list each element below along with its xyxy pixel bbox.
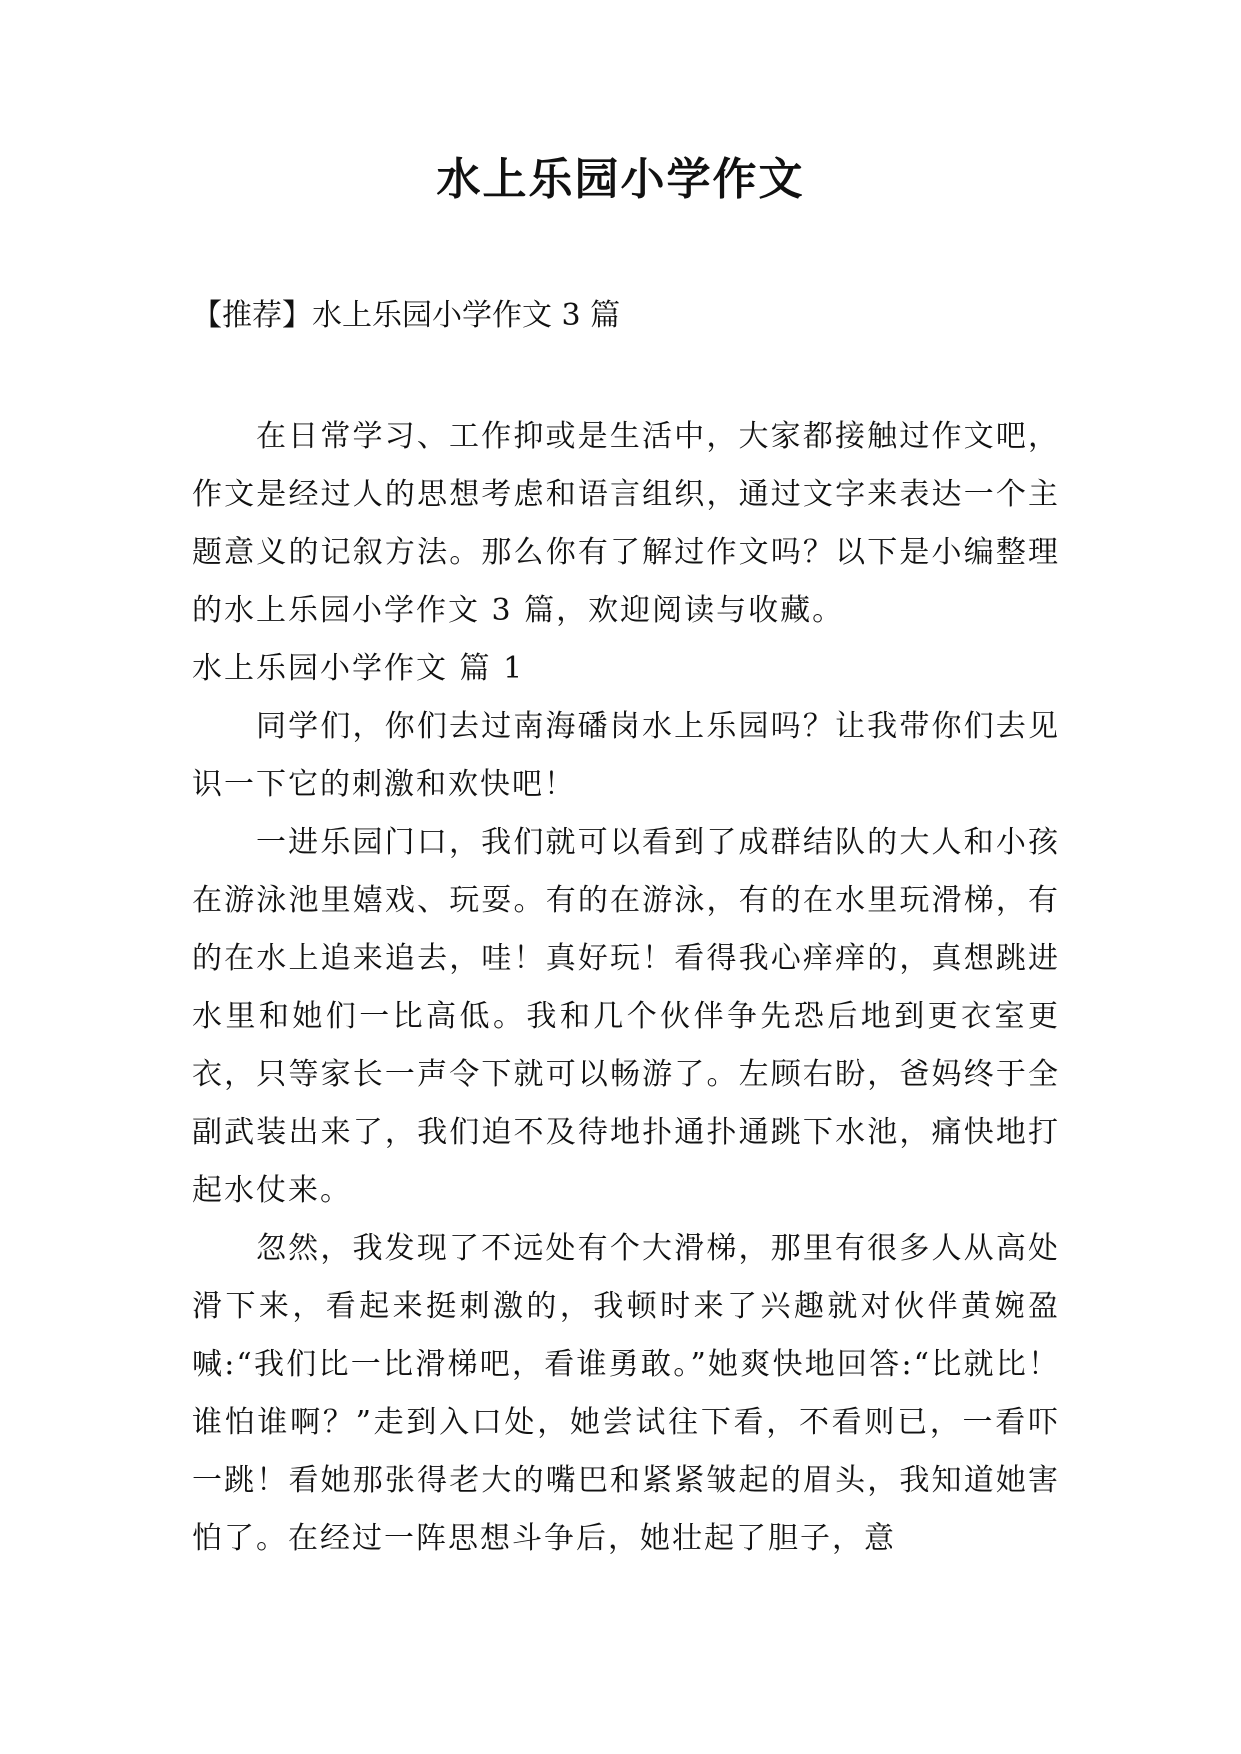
body-paragraph: 同学们，你们去过南海磻岗水上乐园吗？让我带你们去见识一下它的刺激和欢快吧！ xyxy=(192,709,1060,802)
body-paragraph: 忽然，我发现了不远处有个大滑梯，那里有很多人从高处滑下来，看起来挺刺激的，我顿时来了兴趣就对伙伴黄婉盈喊:“我们比一比滑梯吧，看谁勇敢。”她爽快地回答:“比就比！谁怕谁啊？”走到入口处，她尝试往下看，不看则已，一看吓一跳！看她那张得老大的嘴巴和紧紧皱起的眉头，我知道她害怕了。在经过一阵思想斗争后，她壮起了胆子，意 xyxy=(192,1231,1060,1556)
document-subtitle: 【推荐】水上乐园小学作文 3 篇 xyxy=(192,298,621,333)
document-title: 水上乐园小学作文 xyxy=(436,154,805,205)
intro-paragraph: 在日常学习、工作抑或是生活中，大家都接触过作文吧，作文是经过人的思想考虑和语言组织，通过文字来表达一个主题意义的记叙方法。那么你有了解过作文吗？以下是小编整理的水上乐园小学作文 3 篇，欢迎阅读与收藏。 xyxy=(192,419,1060,628)
document-body xyxy=(192,408,1060,1568)
body-paragraph: 一进乐园门口，我们就可以看到了成群结队的大人和小孩在游泳池里嬉戏、玩耍。有的在游泳，有的在水里玩滑梯，有的在水上追来追去，哇！真好玩！看得我心痒痒的，真想跳进水里和她们一比高低。我和几个伙伴争先恐后地到更衣室更衣，只等家长一声令下就可以畅游了。左顾右盼，爸妈终于全副武装出来了，我们迫不及待地扑通扑通跳下水池，痛快地打起水仗来。 xyxy=(192,825,1060,1208)
section-heading: 水上乐园小学作文 篇 1 xyxy=(192,651,525,686)
